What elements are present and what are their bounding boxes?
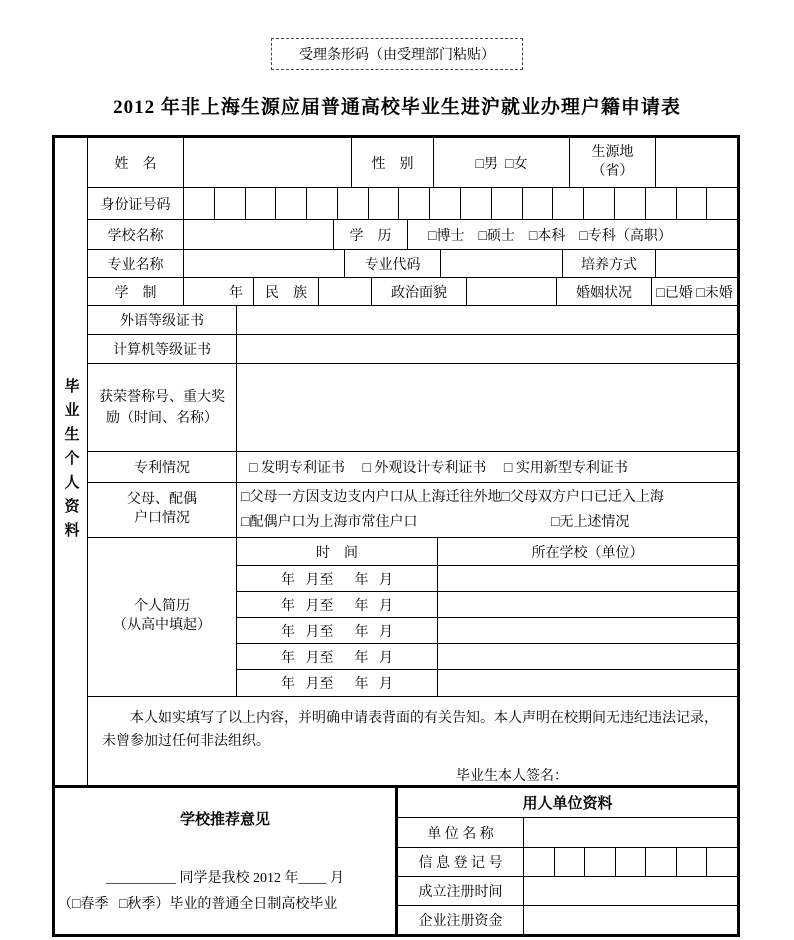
side-label-column (55, 138, 88, 785)
resume-header-row (237, 538, 737, 566)
row-major (88, 250, 737, 278)
registration-digit-cell (524, 848, 554, 876)
registered-capital-label: 企业注册资金 (398, 906, 524, 934)
personal-info-table (52, 135, 740, 788)
schooling-label: 学 制 (114, 285, 157, 301)
political-status-value-cell (466, 278, 556, 305)
row-resume (88, 538, 737, 697)
household-label: 父母、配偶 户口情况 (127, 492, 197, 526)
gender-label: 性 别 (351, 138, 433, 187)
ethnicity-value-cell (318, 278, 371, 305)
row-honors (88, 364, 737, 452)
row-foreign-certificate (88, 306, 737, 335)
foreign-cert-value-cell (236, 306, 737, 334)
registration-digit-cell (615, 848, 646, 876)
resume-place-cell (437, 644, 737, 669)
resume-row (237, 644, 737, 670)
registration-number-cells (524, 848, 737, 876)
name-value-cell (183, 138, 351, 187)
registration-digit-cell (645, 848, 676, 876)
barcode-label: 受理条形码（由受理部门粘贴） (299, 48, 495, 63)
resume-place-cell (437, 618, 737, 643)
side-label: 毕业生个人资料 (62, 377, 79, 546)
political-status-label: 政治面貌 (371, 278, 466, 305)
household-line-2 (241, 510, 733, 535)
bottom-section (52, 788, 740, 937)
resume-period: 年 月至 年 月 (281, 677, 393, 692)
id-digit-cell (214, 188, 245, 219)
school-name-label: 学校名称 (107, 228, 164, 244)
school-name-value-cell (183, 220, 333, 249)
row-household (88, 483, 737, 538)
resume-period: 年 月至 年 月 (281, 598, 393, 614)
establishment-date-value-cell (524, 877, 737, 905)
household-line-1 (241, 485, 733, 510)
row-unit-name (398, 818, 737, 848)
id-digit-cell (398, 188, 429, 219)
row-school-degree (88, 220, 737, 250)
schooling-years-cell: 年 (183, 278, 253, 305)
resume-row (237, 670, 737, 696)
id-digit-cell (522, 188, 553, 219)
form-body (52, 135, 740, 937)
resume-place-header: 所在学校（单位） (437, 538, 737, 565)
major-name-value-cell (183, 250, 344, 277)
declaration-text: 本人如实填写了以上内容，并明确申请表背面的有关告知。本人声明在校期间无违纪违法记录，未曾参加过任何非法组织。 (102, 711, 718, 750)
name-label: 姓 名 (114, 156, 157, 172)
degree-checkboxes: □博士 □硕士 □本科 □专科（高职） (407, 220, 737, 249)
id-digit-cell (429, 188, 460, 219)
row-schooling (88, 278, 737, 306)
signature-label: 毕业生本人签名： (455, 769, 568, 785)
major-code-label: 专业代码 (344, 250, 440, 277)
row-computer-certificate (88, 335, 737, 364)
honors-value-cell (236, 364, 737, 451)
school-recommendation-line2: （□春季 □秋季）毕业的普通全日制高校毕业 (58, 897, 338, 912)
barcode-placeholder-box (271, 38, 523, 70)
unit-name-value-cell (524, 818, 737, 847)
registration-digit-cell (676, 848, 707, 876)
id-digit-cell (583, 188, 614, 219)
row-registered-capital (398, 906, 737, 934)
id-digit-cell (183, 188, 214, 219)
school-recommendation-title: 学校推荐意见 (179, 812, 270, 828)
patent-checkboxes: □ 发明专利证书 □ 外观设计专利证书 □ 实用新型专利证书 (236, 452, 737, 482)
id-digit-cell (491, 188, 522, 219)
marital-checkboxes: □已婚 □未婚 (651, 278, 737, 305)
id-digit-cell (275, 188, 306, 219)
resume-subtable (237, 538, 737, 696)
unit-name-label: 单 位 名 称 (398, 818, 524, 847)
registration-digit-cell (706, 848, 737, 876)
id-digit-cell (337, 188, 368, 219)
declaration-cell (88, 697, 737, 785)
resume-period: 年 月至 年 月 (281, 572, 393, 588)
registration-digit-cell (584, 848, 615, 876)
ethnicity-label: 民 族 (253, 278, 318, 305)
resume-place-cell (437, 670, 737, 696)
household-option-1: □父母一方因支边支内户口从上海迁往外地 (241, 489, 502, 505)
row-declaration (88, 697, 737, 785)
resume-place-cell (437, 566, 737, 591)
establishment-date-label: 成立注册时间 (398, 877, 524, 905)
row-establishment-date (398, 877, 737, 906)
degree-label: 学 历 (333, 220, 407, 249)
school-recommendation-box (55, 788, 398, 934)
id-digit-cell (706, 188, 737, 219)
marital-status-label: 婚姻状况 (556, 278, 651, 305)
school-recommendation-line1: __________ 同学是我校 2012 年____ 月 (106, 871, 344, 886)
registered-capital-value-cell (524, 906, 737, 934)
major-name-label: 专业名称 (107, 257, 164, 273)
form-title: 2012 年非上海生源应届普通高校毕业生进沪就业办理户籍申请表 (113, 97, 681, 118)
resume-time-header: 时 间 (316, 545, 358, 561)
id-number-label: 身份证号码 (100, 197, 171, 213)
resume-place-cell (437, 592, 737, 617)
resume-row (237, 592, 737, 618)
resume-label: 个人简历 （从高中填起） (113, 599, 211, 633)
row-patent (88, 452, 737, 483)
resume-period: 年 月至 年 月 (281, 650, 393, 666)
id-digit-cell (460, 188, 491, 219)
household-checkboxes (236, 483, 737, 537)
honors-label: 获荣誉称号、重大奖励（时间、名称） (99, 389, 225, 426)
household-option-4: □无上述情况 (550, 515, 630, 530)
computer-cert-value-cell (236, 335, 737, 363)
employer-info-box (398, 788, 737, 934)
computer-cert-label: 计算机等级证书 (113, 343, 211, 358)
major-code-value-cell (440, 250, 562, 277)
id-digit-cell (368, 188, 399, 219)
registration-number-label: 信 息 登 记 号 (398, 848, 524, 876)
id-digit-cell (676, 188, 707, 219)
id-digit-cell (552, 188, 583, 219)
row-id-number (88, 188, 737, 220)
household-option-2: □父母双方户口已迁入上海 (501, 489, 664, 505)
patent-label: 专利情况 (134, 461, 190, 476)
training-mode-label: 培养方式 (562, 250, 655, 277)
resume-row (237, 618, 737, 644)
row-registration-number (398, 848, 737, 877)
id-digit-cells (183, 188, 737, 219)
origin-value-cell (655, 138, 737, 187)
id-digit-cell (245, 188, 276, 219)
resume-row (237, 566, 737, 592)
foreign-cert-label: 外语等级证书 (120, 314, 204, 329)
registration-digit-cell (554, 848, 585, 876)
id-digit-cell (306, 188, 337, 219)
row-name-gender-origin (88, 138, 737, 188)
resume-period: 年 月至 年 月 (281, 624, 393, 640)
id-digit-cell (614, 188, 645, 219)
household-option-3: □配偶户口为上海市常住户口 (241, 515, 418, 530)
id-digit-cell (645, 188, 676, 219)
training-mode-value-cell (655, 250, 737, 277)
gender-checkboxes: □男 □女 (433, 138, 569, 187)
origin-label: 生源地 （省） (569, 138, 655, 187)
employer-info-title: 用人单位资料 (398, 788, 737, 818)
